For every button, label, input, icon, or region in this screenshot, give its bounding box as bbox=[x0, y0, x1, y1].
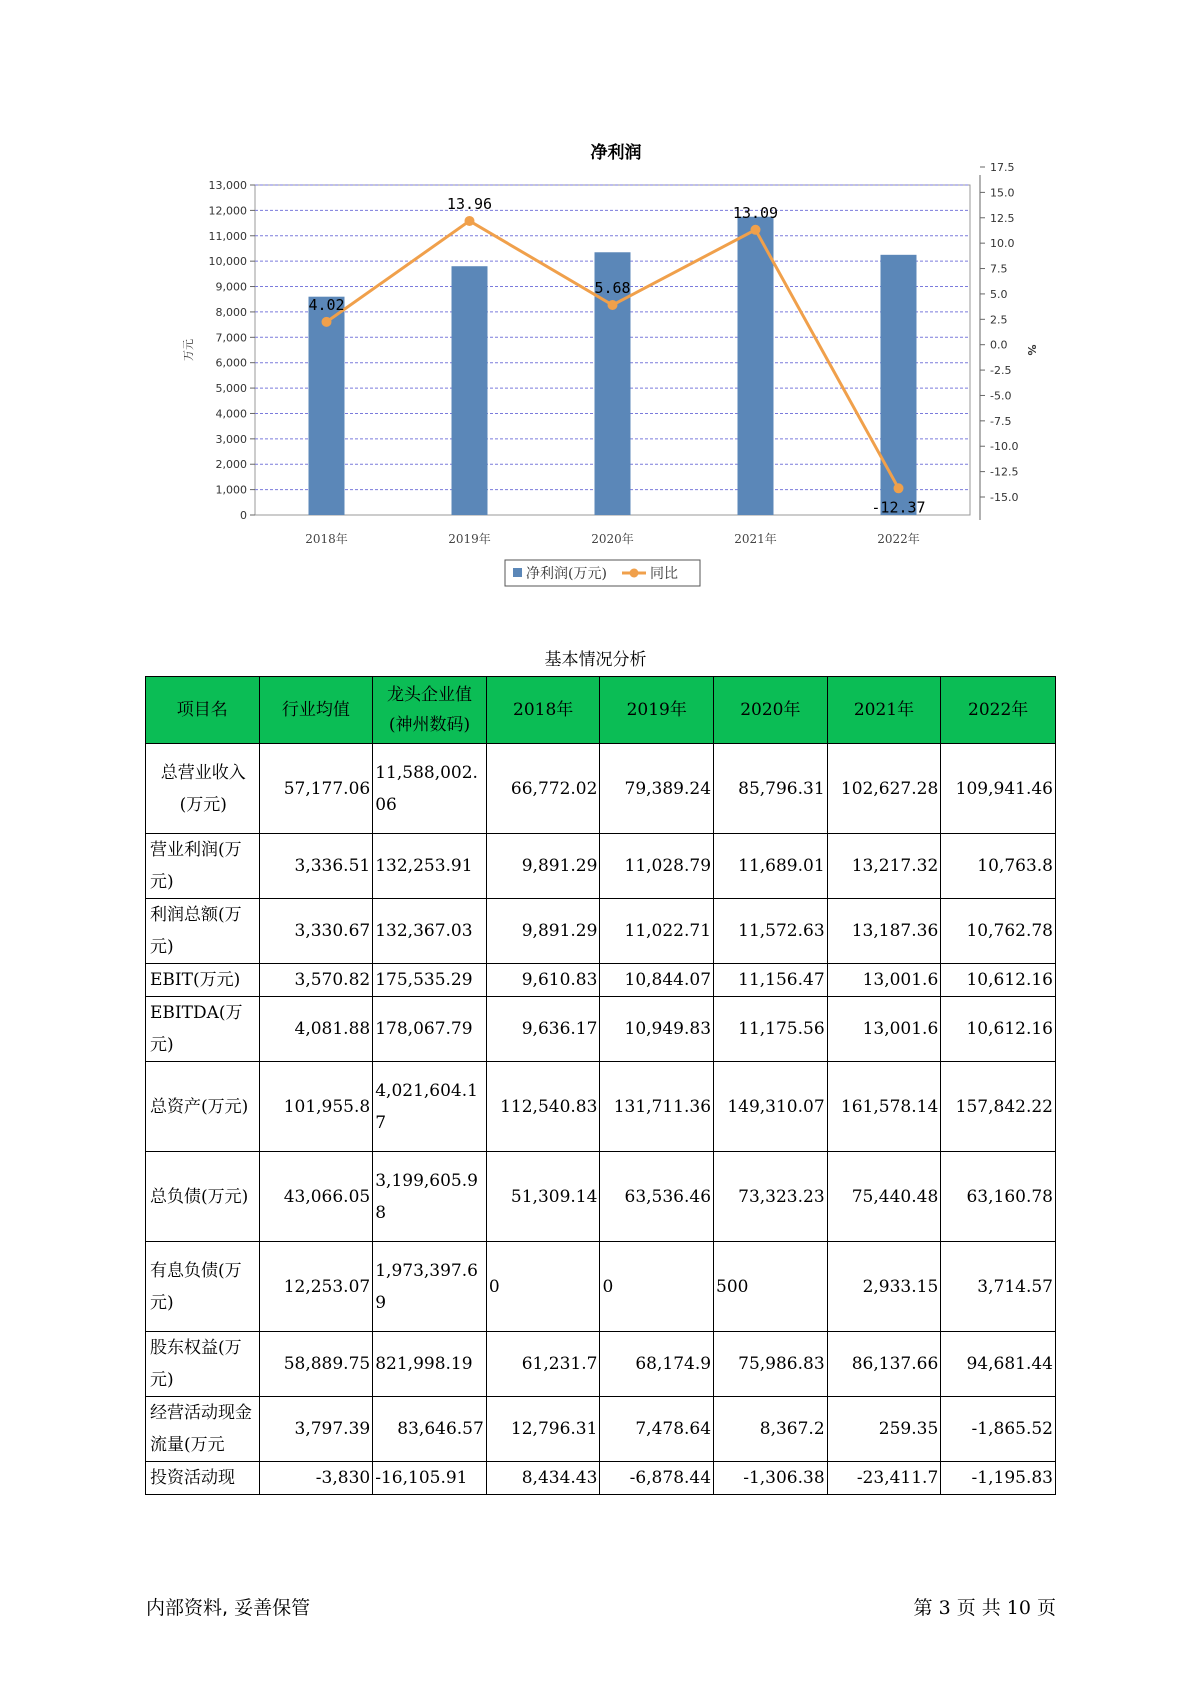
table-cell: 7,478.64 bbox=[600, 1397, 714, 1462]
row-label-cell: 总负债(万元) bbox=[146, 1152, 260, 1242]
table-cell: 13,187.36 bbox=[827, 899, 941, 964]
table-cell: 68,174.9 bbox=[600, 1332, 714, 1397]
table-cell: 0 bbox=[486, 1242, 600, 1332]
left-tick-label: 9,000 bbox=[215, 280, 247, 294]
table-row bbox=[146, 1062, 1056, 1152]
table-cell: 79,389.24 bbox=[600, 744, 714, 834]
table-cell: 75,986.83 bbox=[714, 1332, 828, 1397]
table-cell: 63,160.78 bbox=[941, 1152, 1056, 1242]
left-tick-label: 6,000 bbox=[215, 356, 247, 370]
table-cell: 12,796.31 bbox=[486, 1397, 600, 1462]
x-tick-label: 2018年 bbox=[305, 532, 348, 546]
table-row bbox=[146, 744, 1056, 834]
table-row bbox=[146, 1152, 1056, 1242]
table-cell: 175,535.29 bbox=[373, 964, 487, 997]
yoy-data-label: 4.02 bbox=[308, 295, 345, 314]
table-cell: 3,330.67 bbox=[259, 899, 373, 964]
table-cell: 75,440.48 bbox=[827, 1152, 941, 1242]
table-cell: 8,367.2 bbox=[714, 1397, 828, 1462]
left-tick-label: 5,000 bbox=[215, 382, 247, 396]
table-row bbox=[146, 964, 1056, 997]
table-cell: 0 bbox=[600, 1242, 714, 1332]
legend-line-marker bbox=[630, 569, 639, 578]
table-row bbox=[146, 1462, 1056, 1495]
table-cell: 51,309.14 bbox=[486, 1152, 600, 1242]
right-axis-label: % bbox=[1025, 344, 1038, 356]
table-cell: 12,253.07 bbox=[259, 1242, 373, 1332]
table-cell: 161,578.14 bbox=[827, 1062, 941, 1152]
table-row bbox=[146, 1397, 1056, 1462]
right-tick-label: -15.0 bbox=[990, 491, 1019, 504]
left-axis-label: 万元 bbox=[182, 339, 195, 361]
table-cell: 259.35 bbox=[827, 1397, 941, 1462]
table-title: 基本情况分析 bbox=[544, 650, 647, 670]
yoy-point bbox=[751, 225, 761, 235]
left-tick-label: 3,000 bbox=[215, 432, 247, 446]
net-profit-chart bbox=[170, 130, 1050, 600]
row-label-cell: 投资活动现 bbox=[146, 1462, 260, 1495]
right-tick-label: -5.0 bbox=[990, 389, 1012, 403]
table-cell: 63,536.46 bbox=[600, 1152, 714, 1242]
table-cell: 112,540.83 bbox=[486, 1062, 600, 1152]
left-tick-label: 8,000 bbox=[215, 305, 247, 319]
table-cell: -1,306.38 bbox=[714, 1462, 828, 1495]
table-cell: 13,217.32 bbox=[827, 834, 941, 899]
row-label-cell: 总营业收入(万元) bbox=[146, 744, 260, 834]
x-axis bbox=[305, 531, 920, 546]
right-tick-label: -10.0 bbox=[990, 440, 1019, 454]
table-cell: -16,105.91 bbox=[373, 1462, 487, 1495]
table-cell: 10,612.16 bbox=[941, 964, 1056, 997]
right-tick-label: 5.0 bbox=[990, 287, 1008, 301]
table-cell: 9,636.17 bbox=[486, 997, 600, 1062]
right-tick-label: 12.5 bbox=[990, 211, 1015, 225]
table-cell: 131,711.36 bbox=[600, 1062, 714, 1152]
table-cell: 157,842.22 bbox=[941, 1062, 1056, 1152]
table-cell: 43,066.05 bbox=[259, 1152, 373, 1242]
yoy-point bbox=[608, 300, 618, 310]
table-cell: 11,022.71 bbox=[600, 899, 714, 964]
table-cell: 13,001.6 bbox=[827, 964, 941, 997]
table-cell: 3,714.57 bbox=[941, 1242, 1056, 1332]
right-tick-label: -7.5 bbox=[990, 414, 1012, 428]
left-tick-label: 7,000 bbox=[215, 331, 247, 345]
table-cell: 1,973,397.69 bbox=[373, 1242, 487, 1332]
table-cell: 11,175.56 bbox=[714, 997, 828, 1062]
table-cell: 94,681.44 bbox=[941, 1332, 1056, 1397]
row-label-cell: 经营活动现金流量(万元 bbox=[146, 1397, 260, 1462]
table-cell: 13,001.6 bbox=[827, 997, 941, 1062]
table-header-cell: 2019年 bbox=[600, 677, 714, 744]
left-tick-label: 2,000 bbox=[215, 458, 247, 472]
table-cell: 10,762.78 bbox=[941, 899, 1056, 964]
left-tick-label: 10,000 bbox=[208, 255, 247, 269]
table-cell: 132,253.91 bbox=[373, 834, 487, 899]
table-header-cell: 2018年 bbox=[486, 677, 600, 744]
table-cell: 11,572.63 bbox=[714, 899, 828, 964]
table-cell: 3,199,605.98 bbox=[373, 1152, 487, 1242]
table-cell: 4,081.88 bbox=[259, 997, 373, 1062]
left-tick-label: 1,000 bbox=[215, 483, 247, 497]
row-label-cell: EBIT(万元) bbox=[146, 964, 260, 997]
right-tick-label: 2.5 bbox=[990, 313, 1008, 327]
table-cell: -6,878.44 bbox=[600, 1462, 714, 1495]
yoy-point bbox=[322, 317, 332, 327]
table-cell: -1,865.52 bbox=[941, 1397, 1056, 1462]
row-label-cell: 股东权益(万元) bbox=[146, 1332, 260, 1397]
table-cell: 9,891.29 bbox=[486, 899, 600, 964]
table-cell: -23,411.7 bbox=[827, 1462, 941, 1495]
table-cell: 9,610.83 bbox=[486, 964, 600, 997]
row-label-cell: EBITDA(万元) bbox=[146, 997, 260, 1062]
table-row bbox=[146, 834, 1056, 899]
row-label-cell: 有息负债(万元) bbox=[146, 1242, 260, 1332]
left-tick-label: 4,000 bbox=[215, 407, 247, 421]
table-cell: 86,137.66 bbox=[827, 1332, 941, 1397]
right-tick-label: -2.5 bbox=[990, 364, 1012, 378]
table-cell: 9,891.29 bbox=[486, 834, 600, 899]
table-header-cell: 项目名 bbox=[146, 677, 260, 744]
left-tick-label: 0 bbox=[240, 509, 247, 522]
table-header-cell: 2020年 bbox=[714, 677, 828, 744]
bar bbox=[452, 266, 488, 515]
basic-analysis-table bbox=[145, 676, 1056, 1495]
table-cell: 821,998.19 bbox=[373, 1332, 487, 1397]
table-cell: 4,021,604.17 bbox=[373, 1062, 487, 1152]
x-tick-label: 2020年 bbox=[591, 532, 634, 546]
table-cell: 178,067.79 bbox=[373, 997, 487, 1062]
row-label-cell: 总资产(万元) bbox=[146, 1062, 260, 1152]
right-tick-label: 15.0 bbox=[990, 186, 1015, 200]
right-tick-label: 7.5 bbox=[990, 262, 1008, 276]
table-row bbox=[146, 1242, 1056, 1332]
table-cell: 10,949.83 bbox=[600, 997, 714, 1062]
yoy-data-label: -12.37 bbox=[871, 498, 926, 517]
yoy-data-label: 13.96 bbox=[446, 194, 493, 213]
table-cell: 3,336.51 bbox=[259, 834, 373, 899]
table-body bbox=[146, 744, 1056, 1495]
table-row bbox=[146, 1332, 1056, 1397]
table-cell: 149,310.07 bbox=[714, 1062, 828, 1152]
bar bbox=[881, 255, 917, 515]
chart-title: 净利润 bbox=[590, 143, 642, 163]
table-header-cell: 龙头企业值(神州数码) bbox=[373, 677, 487, 744]
table-cell: 10,763.8 bbox=[941, 834, 1056, 899]
table-cell: 11,028.79 bbox=[600, 834, 714, 899]
table-header-row bbox=[146, 677, 1056, 744]
table-cell: 57,177.06 bbox=[259, 744, 373, 834]
right-tick-label: 17.5 bbox=[990, 161, 1015, 174]
table-cell: 109,941.46 bbox=[941, 744, 1056, 834]
table-row bbox=[146, 899, 1056, 964]
right-tick-label: -12.5 bbox=[990, 465, 1019, 479]
table-cell: 85,796.31 bbox=[714, 744, 828, 834]
table-cell: 2,933.15 bbox=[827, 1242, 941, 1332]
table-cell: 61,231.7 bbox=[486, 1332, 600, 1397]
legend-line-label: 同比 bbox=[650, 566, 678, 582]
footer-page-number: 第 3 页 共 10 页 bbox=[913, 1597, 1056, 1619]
row-label-cell: 营业利润(万元) bbox=[146, 834, 260, 899]
row-label-cell: 利润总额(万元) bbox=[146, 899, 260, 964]
legend-bar-label: 净利润(万元) bbox=[526, 566, 607, 582]
table-cell: 73,323.23 bbox=[714, 1152, 828, 1242]
x-tick-label: 2019年 bbox=[448, 532, 491, 546]
table-row bbox=[146, 997, 1056, 1062]
yoy-point bbox=[894, 483, 904, 493]
table-cell: 11,156.47 bbox=[714, 964, 828, 997]
right-tick-label: 10.0 bbox=[990, 237, 1015, 251]
table-cell: 10,844.07 bbox=[600, 964, 714, 997]
left-tick-label: 11,000 bbox=[208, 229, 247, 243]
table-cell: 3,797.39 bbox=[259, 1397, 373, 1462]
yoy-data-label: 13.09 bbox=[732, 203, 779, 222]
table-cell: 101,955.8 bbox=[259, 1062, 373, 1152]
table-cell: 11,588,002.06 bbox=[373, 744, 487, 834]
left-axis bbox=[209, 179, 256, 522]
legend-bar-swatch bbox=[513, 568, 522, 577]
right-axis bbox=[980, 161, 1018, 520]
yoy-point bbox=[465, 216, 475, 226]
table-cell: 58,889.75 bbox=[259, 1332, 373, 1397]
footer-confidential: 内部资料, 妥善保管 bbox=[146, 1597, 311, 1619]
table-cell: 83,646.57 bbox=[373, 1397, 487, 1462]
table-cell: -1,195.83 bbox=[941, 1462, 1056, 1495]
legend bbox=[505, 560, 700, 586]
table-cell: -3,830 bbox=[259, 1462, 373, 1495]
right-tick-label: 0.0 bbox=[990, 338, 1008, 352]
table-cell: 132,367.03 bbox=[373, 899, 487, 964]
bar bbox=[738, 217, 774, 515]
table-header-cell: 2022年 bbox=[941, 677, 1056, 744]
table-header-cell: 2021年 bbox=[827, 677, 941, 744]
x-tick-label: 2021年 bbox=[734, 532, 777, 546]
table-cell: 3,570.82 bbox=[259, 964, 373, 997]
yoy-data-label: 5.68 bbox=[594, 279, 631, 298]
table-cell: 66,772.02 bbox=[486, 744, 600, 834]
table-cell: 11,689.01 bbox=[714, 834, 828, 899]
x-tick-label: 2022年 bbox=[877, 532, 920, 546]
table-cell: 500 bbox=[714, 1242, 828, 1332]
table-header-cell: 行业均值 bbox=[259, 677, 373, 744]
bar bbox=[309, 297, 345, 515]
left-tick-label: 12,000 bbox=[208, 204, 247, 218]
table-cell: 8,434.43 bbox=[486, 1462, 600, 1495]
left-tick-label: 13,000 bbox=[208, 179, 247, 192]
table-cell: 10,612.16 bbox=[941, 997, 1056, 1062]
table-cell: 102,627.28 bbox=[827, 744, 941, 834]
